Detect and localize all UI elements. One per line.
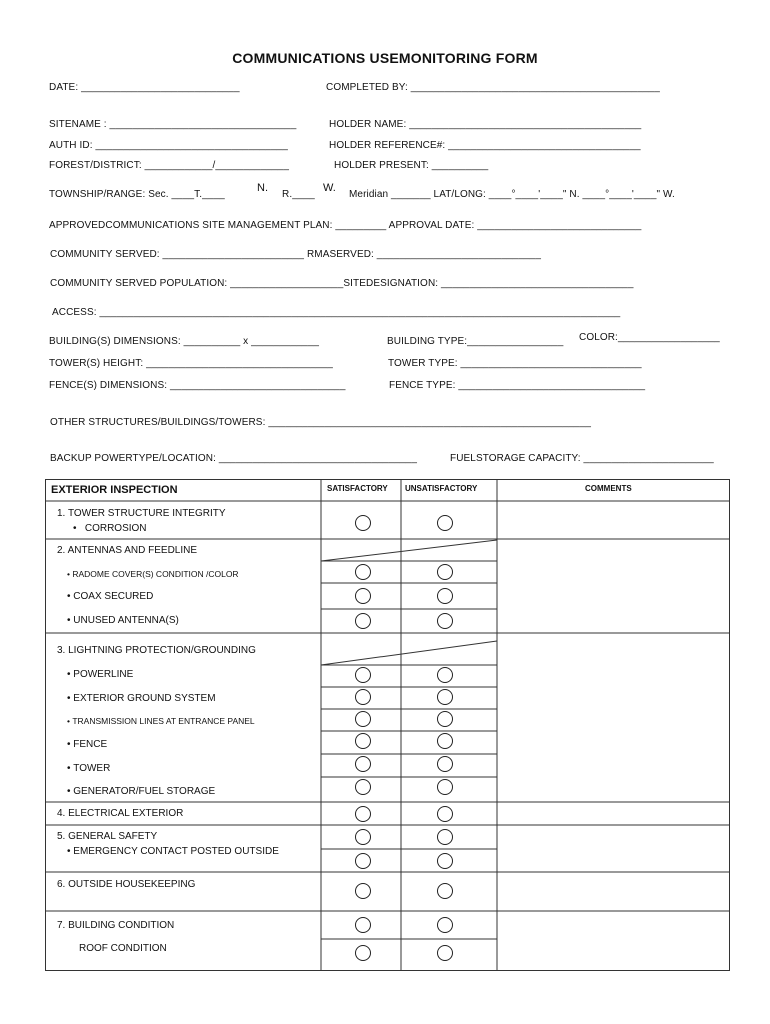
- date-field[interactable]: DATE: ____________________________: [49, 82, 240, 93]
- section-1-title: 1. TOWER STRUCTURE INTEGRITY: [57, 508, 226, 519]
- unsatisfactory-radio[interactable]: [437, 588, 453, 604]
- township-range-field[interactable]: TOWNSHIP/RANGE: Sec. ____T.____: [49, 189, 225, 200]
- unsatisfactory-radio[interactable]: [437, 806, 453, 822]
- form-title: COMMUNICATIONS USEMONITORING FORM: [232, 50, 538, 66]
- unsatisfactory-radio[interactable]: [437, 779, 453, 795]
- tower-height-field[interactable]: TOWER(S) HEIGHT: _________________________________: [49, 358, 333, 369]
- sitename-field[interactable]: SITENAME : _________________________________: [49, 119, 297, 130]
- unsatisfactory-radio[interactable]: [437, 917, 453, 933]
- satisfactory-radio[interactable]: [355, 711, 371, 727]
- satisfactory-radio[interactable]: [355, 689, 371, 705]
- fuel-storage-field[interactable]: FUELSTORAGE CAPACITY: _______________________: [450, 453, 714, 464]
- exterior-inspection-table: [45, 479, 730, 971]
- header-exterior-inspection: EXTERIOR INSPECTION: [51, 484, 178, 496]
- satisfactory-radio[interactable]: [355, 564, 371, 580]
- section-3-title: 3. LIGHTNING PROTECTION/GROUNDING: [57, 645, 256, 656]
- building-type-field[interactable]: BUILDING TYPE:_________________: [387, 336, 564, 347]
- fence-type-field[interactable]: FENCE TYPE: _________________________________: [389, 380, 646, 391]
- satisfactory-radio[interactable]: [355, 756, 371, 772]
- satisfactory-radio[interactable]: [355, 806, 371, 822]
- approved-plan-field[interactable]: APPROVEDCOMMUNICATIONS SITE MANAGEMENT PLAN: _________ APPROVAL DATE: _____________________________: [49, 220, 642, 231]
- other-structures-field[interactable]: OTHER STRUCTURES/BUILDINGS/TOWERS: _________________________________________________________: [50, 417, 592, 428]
- list-item: • RADOME COVER(S) CONDITION /COLOR: [67, 569, 239, 579]
- satisfactory-radio[interactable]: [355, 945, 371, 961]
- section-2-title: 2. ANTENNAS AND FEEDLINE: [57, 545, 198, 556]
- section-7-title: 7. BUILDING CONDITION: [57, 920, 175, 931]
- satisfactory-radio[interactable]: [355, 515, 371, 531]
- satisfactory-radio[interactable]: [355, 883, 371, 899]
- satisfactory-radio[interactable]: [355, 917, 371, 933]
- forest-district-field[interactable]: FOREST/DISTRICT: ____________/_____________: [49, 160, 290, 171]
- unsatisfactory-radio[interactable]: [437, 829, 453, 845]
- satisfactory-radio[interactable]: [355, 829, 371, 845]
- holder-reference-field[interactable]: HOLDER REFERENCE#: __________________________________: [329, 140, 641, 151]
- satisfactory-radio[interactable]: [355, 779, 371, 795]
- list-item: • TOWER: [67, 763, 111, 774]
- unsatisfactory-radio[interactable]: [437, 711, 453, 727]
- list-item: • TRANSMISSION LINES AT ENTRANCE PANEL: [67, 716, 255, 726]
- unsatisfactory-radio[interactable]: [437, 733, 453, 749]
- list-item: • POWERLINE: [67, 669, 134, 680]
- list-item: • COAX SECURED: [67, 591, 154, 602]
- township-direction: N.: [257, 182, 268, 194]
- community-population-field[interactable]: COMMUNITY SERVED POPULATION: ____________________SITEDESIGNATION: __________________________________: [50, 278, 634, 289]
- header-unsatisfactory: UNSATISFACTORY: [405, 484, 478, 493]
- building-dimensions-field[interactable]: BUILDING(S) DIMENSIONS: __________ x ____________: [49, 336, 320, 347]
- unsatisfactory-radio[interactable]: [437, 667, 453, 683]
- satisfactory-radio[interactable]: [355, 588, 371, 604]
- section-4-title: 4. ELECTRICAL EXTERIOR: [57, 808, 184, 819]
- auth-id-field[interactable]: AUTH ID: __________________________________: [49, 140, 288, 151]
- list-item: • CORROSION: [73, 523, 147, 534]
- satisfactory-radio[interactable]: [355, 613, 371, 629]
- unsatisfactory-radio[interactable]: [437, 883, 453, 899]
- holder-present-field[interactable]: HOLDER PRESENT: __________: [334, 160, 489, 171]
- unsatisfactory-radio[interactable]: [437, 756, 453, 772]
- range-direction: W.: [323, 182, 336, 194]
- unsatisfactory-radio[interactable]: [437, 689, 453, 705]
- range-field[interactable]: R.____: [282, 189, 315, 200]
- list-item: ROOF CONDITION: [79, 943, 167, 954]
- meridian-latlong-field[interactable]: Meridian _______ LAT/LONG: ____°____'____" N. ____°____'____" W.: [349, 189, 675, 200]
- section-5-title: 5. GENERAL SAFETY: [57, 831, 158, 842]
- access-field[interactable]: ACCESS: ____________________________________________________________________________________________: [52, 307, 621, 318]
- unsatisfactory-radio[interactable]: [437, 853, 453, 869]
- unsatisfactory-radio[interactable]: [437, 564, 453, 580]
- list-item: • EMERGENCY CONTACT POSTED OUTSIDE: [67, 846, 279, 857]
- color-field[interactable]: COLOR:__________________: [579, 332, 720, 343]
- unsatisfactory-radio[interactable]: [437, 613, 453, 629]
- completed-by-field[interactable]: COMPLETED BY: ____________________________________________: [326, 82, 660, 93]
- tower-type-field[interactable]: TOWER TYPE: ________________________________: [388, 358, 642, 369]
- unsatisfactory-radio[interactable]: [437, 515, 453, 531]
- community-served-field[interactable]: COMMUNITY SERVED: _________________________ RMASERVED: _____________________________: [50, 249, 541, 260]
- header-comments: COMMENTS: [585, 484, 632, 493]
- holder-name-field[interactable]: HOLDER NAME: _________________________________________: [329, 119, 642, 130]
- header-satisfactory: SATISFACTORY: [327, 484, 388, 493]
- list-item: • FENCE: [67, 739, 108, 750]
- list-item: • UNUSED ANTENNA(S): [67, 615, 179, 626]
- backup-power-field[interactable]: BACKUP POWERTYPE/LOCATION: ___________________________________: [50, 453, 418, 464]
- satisfactory-radio[interactable]: [355, 733, 371, 749]
- list-item: • GENERATOR/FUEL STORAGE: [67, 786, 216, 797]
- fence-dimensions-field[interactable]: FENCE(S) DIMENSIONS: _______________________________: [49, 380, 346, 391]
- section-6-title: 6. OUTSIDE HOUSEKEEPING: [57, 879, 196, 890]
- satisfactory-radio[interactable]: [355, 667, 371, 683]
- unsatisfactory-radio[interactable]: [437, 945, 453, 961]
- satisfactory-radio[interactable]: [355, 853, 371, 869]
- list-item: • EXTERIOR GROUND SYSTEM: [67, 693, 216, 704]
